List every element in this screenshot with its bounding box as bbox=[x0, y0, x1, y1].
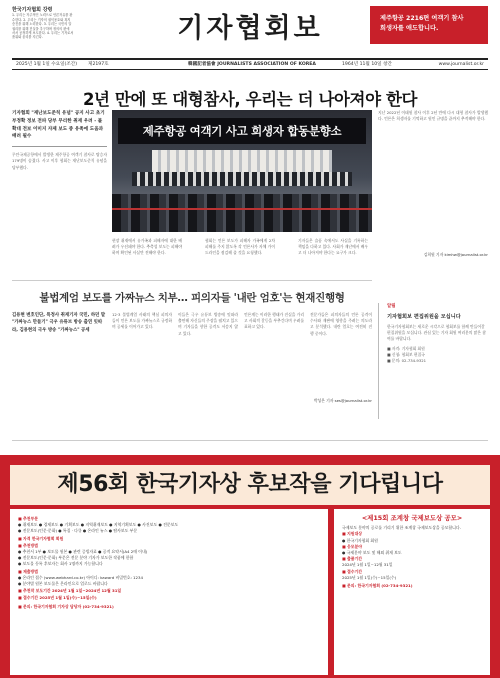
condolence-line-1: 제주항공 2216편 여객기 참사 bbox=[380, 15, 464, 22]
notice-list bbox=[387, 346, 488, 364]
article2-headline[interactable]: 불법계엄 보도를 가짜뉴스 치부… 피의자들 '내란 엄호'는 현재진행형 bbox=[39, 292, 345, 304]
ad-line: 2024년 1월 1일~12월 31일 bbox=[342, 562, 393, 568]
masthead bbox=[0, 0, 500, 58]
ad-main-footer: ■ 문의: 한국기자협회 기자상 담당자 (02-734-9321) bbox=[18, 603, 114, 609]
ad-line: ● 추천서 1부 ● 보도물 원본 ● 관련 증빙자료 ● 공적 요약서(A4 2매 이내) bbox=[18, 549, 148, 555]
ad-side-title: <제15회 조계창 국제보도상 공모> bbox=[361, 514, 463, 522]
notice-box bbox=[378, 303, 488, 419]
charter-line: 품위와 윤리를 지킨다. bbox=[12, 35, 43, 40]
victim-portraits bbox=[132, 172, 352, 186]
notice-line: ■ 문의: 02-734-9321 bbox=[387, 357, 427, 363]
ad-side-panel bbox=[334, 509, 490, 675]
ad-section-heading: ■ 추천방법 bbox=[18, 542, 39, 548]
ad-main-panel bbox=[10, 509, 328, 675]
article1-body-col: 협회는 언론 보도가 피해자 가족에게 2차 피해를 주지 않도록 각 언론사가 자체 가이드라인을 점검해 줄 것을 요청했다. bbox=[205, 238, 275, 256]
memorial-photo bbox=[112, 110, 372, 232]
ad-section-heading: ■ 출품기간 bbox=[342, 556, 363, 562]
website-link[interactable]: www.journalist.or.kr bbox=[438, 62, 484, 67]
issue-number: 제2197호 bbox=[88, 62, 109, 67]
ad-line: ● 국제분야 보도 및 해외 취재 보도 bbox=[342, 550, 402, 556]
article1-body-col: 무안국제공항에서 발생한 제주항공 여객기 참사로 탑승자 179명이 숨졌다. 사고 이후 협회는 재난보도준칙 유념을 당부했다. bbox=[12, 152, 107, 170]
notice-kicker: 알림 bbox=[387, 304, 396, 309]
ad-section-heading: ■ 지원대상 bbox=[342, 531, 363, 537]
newspaper-title: 기자협회보 bbox=[177, 13, 323, 44]
charter-line: 1. 우리는 자주적인 노력으로 언론자유를 완 bbox=[12, 13, 73, 18]
article1-byline: 김희원 기자 kimhw@journalist.or.kr bbox=[423, 252, 488, 257]
condolence-banner bbox=[370, 6, 488, 44]
section-divider bbox=[12, 440, 488, 441]
issue-date: 2025년 1월 1일 수요일(조간) bbox=[16, 62, 78, 67]
ad-section-heading: ■ 추천부문 bbox=[18, 516, 39, 521]
article1-body-col: 지난 2022년 이태원 참사 이후 2년 만에 다시 대형 참사가 발생했다. 언론은 희생자를 기억하고 원인 규명을 끝까지 추적해야 한다. bbox=[378, 110, 488, 122]
ad-line: ● 한국기자협회 회원 bbox=[342, 537, 378, 543]
ad-section-heading: ■ 제출방법 bbox=[18, 568, 39, 574]
article1-body-col: 현장 취재에서 유가족과 피해자에 대한 배려가 우선돼야 한다. 추측성 보도는 피해야 하며 확인된 사실만 전해야 한다. bbox=[112, 238, 182, 256]
notice-body: 한국기자협회보는 새로운 시각으로 협회보를 함께 만들어갈 편집위원을 모십니다. 관심 있는 기자 회원 여러분의 많은 참여를 바랍니다. bbox=[387, 324, 486, 342]
barrier-tape bbox=[112, 208, 372, 210]
journalist-award-ad bbox=[0, 455, 500, 678]
article1-body-col: 기자들은 슬픔 속에서도 사실을 기록하는 책임을 다하고 있다. 사회가 재난에서 배우고 더 나아져야 한다는 요구가 크다. bbox=[298, 238, 368, 256]
dateline bbox=[12, 58, 488, 70]
condolence-line-2: 희생자를 애도합니다. bbox=[380, 25, 439, 32]
main-headline[interactable]: 2년 만에 또 대형참사, 우리는 더 나아져야 한다 bbox=[82, 90, 418, 109]
article2-body-col: 언론계는 이러한 행태가 진실을 가리고 사회적 갈등을 부추긴다며 우려를 표하고 있다. bbox=[244, 312, 304, 330]
founded-date: 1964년 11월 10일 창간 bbox=[342, 62, 392, 67]
ad-section-heading: ■ 자격 한국기자협회 회원 bbox=[18, 535, 64, 541]
charter-line: 수한다. 2. 우리는 기자의 권익옹호와 복지 bbox=[12, 17, 71, 22]
notice-line: ■ 자격: 기자협회 회원 bbox=[387, 345, 425, 351]
ad-side-footer: ■ 문의: 한국기자협회 (02-734-9321) bbox=[342, 583, 413, 589]
notice-title: 기자협회보 편집위원을 모십니다 bbox=[387, 314, 461, 320]
photo-banner-text: 제주항공 여객기 사고 희생자 합동분향소 bbox=[118, 118, 366, 144]
section-divider bbox=[12, 280, 372, 281]
ad-line: ● 취재보도 ● 경제보도 ● 기획보도 ● 지역취재보도 ● 지역기획보도 ● 사진보도 ● 전문보도 bbox=[18, 522, 179, 528]
article2-body-col: 12·3 불법계엄 사태의 핵심 피의자들이 언론 보도를 가짜뉴스로 규정하며 공세를 이어가고 있다. bbox=[112, 312, 172, 330]
association-name: 韓國記者協會 JOURNALISTS ASSOCIATION OF KOREA bbox=[188, 62, 316, 67]
article2-byline: 박성은 기자 ses@journalist.or.kr bbox=[313, 398, 372, 403]
ad-line: ● 전문보도(인문·문화) ● 특집 · 다큐 ● 온라인 뉴스 ● 탐사보도 부문 bbox=[18, 528, 138, 534]
divider bbox=[12, 146, 107, 147]
ad-line: ● 분야별 원본 보도물은 온라인으로 업로드 바랍니다 bbox=[18, 581, 108, 587]
mourners bbox=[112, 194, 372, 232]
article1-lead: 기자협회 "재난보도준칙 유념" 공지 사고 초기 부정확 정보 전파 당부 무리한 취재 우려 - 불 확대 전보 이미지 자제 보도 중 유족에 도움과 배려 필수 bbox=[12, 111, 105, 140]
charter-line: 권리를 위해 진실을 추구하며 정의의 편에 bbox=[12, 26, 70, 31]
ad-line: ● 전문보도(인문·문화) 부문은 전문 분야 기자가 보도한 작품에 한함 bbox=[18, 555, 134, 561]
ad-section-heading: ■ 추천작 보도기간 2024년 1월 1일~2024년 12월 31일 bbox=[18, 588, 122, 594]
article2-body-col: 이들은 극우 유튜브 방송에 잇따라 출연해 자신들의 주장을 펼치고 있으며 기자들을 향한 공격도 서슴지 않고 있다. bbox=[178, 312, 238, 336]
charter-line: 증진을 위해 노력한다. 3. 우리는 국민의 알 bbox=[12, 22, 72, 27]
ad-line: 국제보도 분야의 공로를 기리기 위한 조계창 국제보도상을 공모합니다. bbox=[342, 525, 461, 531]
charter-line: 서서 공정하게 보도한다. 4. 우리는 기자로서 bbox=[12, 31, 74, 36]
flower-altar bbox=[152, 150, 332, 172]
ad-section-heading: ■ 접수기간 bbox=[342, 568, 363, 574]
charter-title: 한국기자협회 강령 bbox=[12, 7, 53, 13]
article2-subheadline: 김용현 변호인단, 특정사 취재기자 국민, 하던 말 "가짜뉴스 만들기" 극우 유튜브 방송 출연 잇따라, 김용현의 극우 방송 "가짜뉴스" 공세 bbox=[12, 313, 106, 333]
ad-line: ● 보도물 등록 후보자는 회사 1명까지 가능합니다 bbox=[18, 561, 103, 567]
ad-section-heading: ■ 응모분야 bbox=[342, 543, 363, 549]
article1-lead-column bbox=[12, 110, 107, 171]
ad-line: ● 온라인 접수 (www.webhard.co.kr) 아이디: kaward 비밀번호: 1234 bbox=[18, 574, 143, 580]
ad-section-heading: ■ 접수기간 2025년 1월 1일(수)~15일(수) bbox=[18, 595, 97, 601]
notice-line: ■ 신청: 협회보 편집국 bbox=[387, 351, 425, 357]
ad-line: 2025년 1월 1일(수)~15일(수) bbox=[342, 574, 397, 580]
ad-title: 제56회 한국기자상 후보작을 기다립니다 bbox=[10, 465, 490, 505]
article2-body-col: 전문가들은 피의자들의 언론 공격이 수사와 재판에 영향을 주려는 의도라고 분석했다. 내란 엄호는 여전히 진행 중이다. bbox=[310, 312, 372, 336]
